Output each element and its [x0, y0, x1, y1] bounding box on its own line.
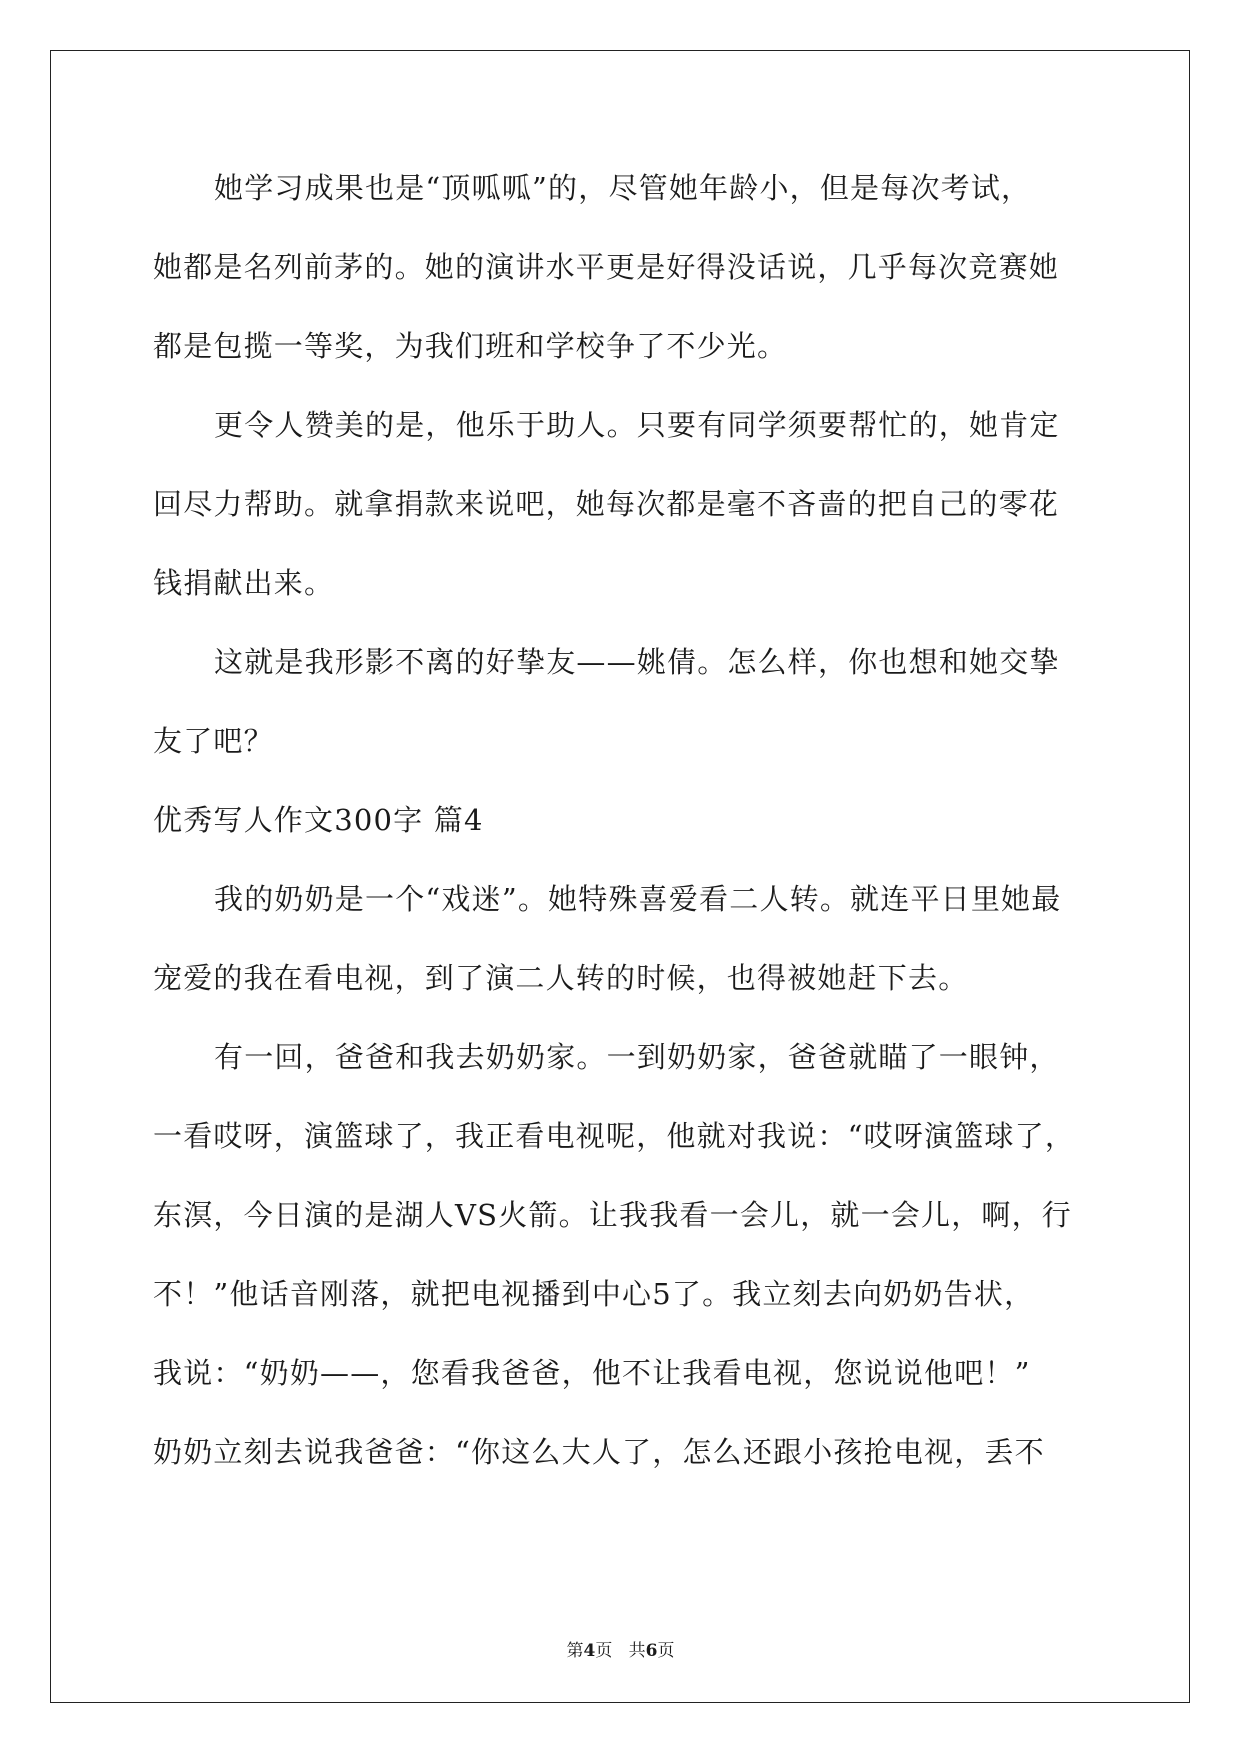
body-text-line: 回尽力帮助。就拿捐款来说吧，她每次都是毫不吝啬的把自己的零花 — [153, 487, 1060, 521]
body-text-line: 她学习成果也是“顶呱呱”的，尽管她年龄小，但是每次考试， — [214, 171, 1032, 205]
page-suffix: 页 — [595, 1641, 613, 1661]
body-text-line: 有一回，爸爸和我去奶奶家。一到奶奶家，爸爸就瞄了一眼钟， — [214, 1040, 1060, 1074]
section-heading: 优秀写人作文300字 篇4 — [153, 803, 484, 837]
body-text-line: 这就是我形影不离的好挚友——姚倩。怎么样，你也想和她交挚 — [214, 645, 1060, 679]
body-text-line: 奶奶立刻去说我爸爸：“你这么大人了，怎么还跟小孩抢电视，丢不 — [153, 1435, 1045, 1469]
page-prefix: 第 — [566, 1641, 584, 1661]
current-page-number: 4 — [583, 1641, 596, 1661]
body-text-line: 更令人赞美的是，他乐于助人。只要有同学须要帮忙的，她肯定 — [214, 408, 1060, 442]
body-text-line: 我的奶奶是一个“戏迷”。她特殊喜爱看二人转。就连平日里她最 — [214, 882, 1062, 916]
body-text-line: 都是包揽一等奖，为我们班和学校争了不少光。 — [153, 329, 788, 363]
total-pages-number: 6 — [645, 1641, 658, 1661]
total-suffix: 页 — [657, 1641, 675, 1661]
body-text-line: 友了吧？ — [153, 724, 274, 758]
body-text-line: 不！”他话音刚落，就把电视播到中心5了。我立刻去向奶奶告状， — [153, 1277, 1035, 1311]
total-prefix: 共 — [628, 1641, 646, 1661]
body-text-line: 她都是名列前茅的。她的演讲水平更是好得没话说，几乎每次竞赛她 — [153, 250, 1060, 284]
body-text-line: 我说：“奶奶——，您看我爸爸，他不让我看电视，您说说他吧！” — [153, 1356, 1031, 1390]
body-text-line: 一看哎呀，演篮球了，我正看电视呢，他就对我说：“哎呀演篮球了， — [153, 1119, 1076, 1153]
body-text-line: 钱捐献出来。 — [153, 566, 335, 600]
body-text-line: 宠爱的我在看电视，到了演二人转的时候，也得被她赶下去。 — [153, 961, 969, 995]
page-footer — [0, 1641, 1241, 1661]
body-text-line: 东溟，今日演的是湖人VS火箭。让我我看一会儿，就一会儿，啊，行 — [153, 1198, 1073, 1232]
